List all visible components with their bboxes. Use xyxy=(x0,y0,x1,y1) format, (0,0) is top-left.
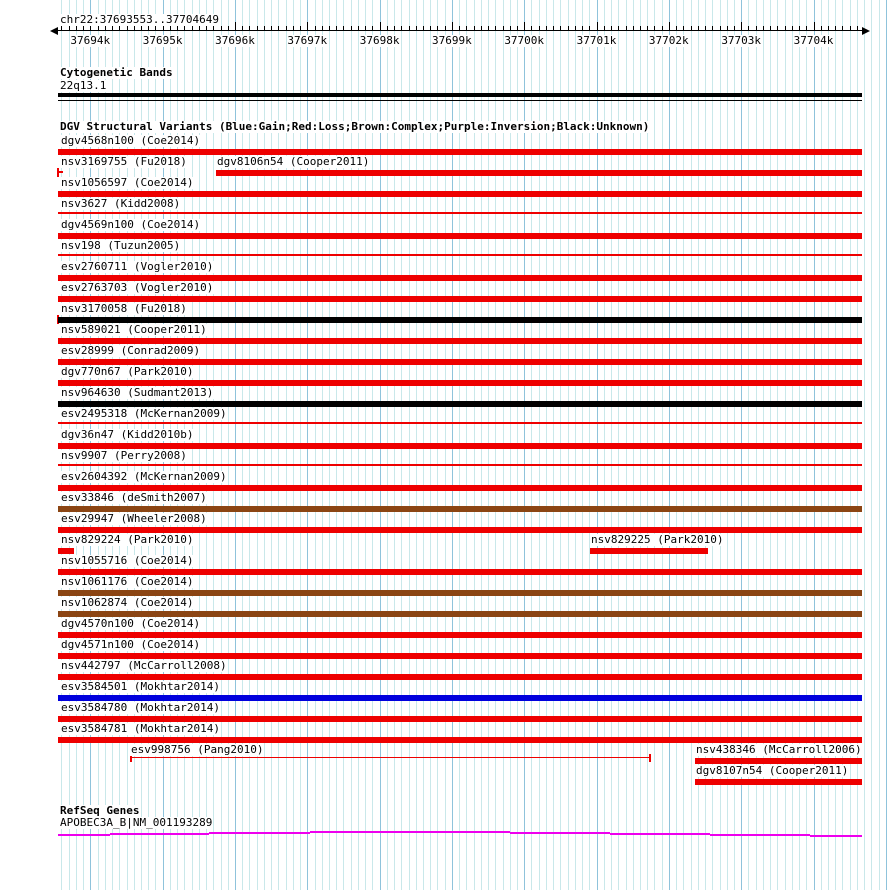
ruler-tick-minor xyxy=(213,26,214,30)
cytoband-bar[interactable] xyxy=(58,93,862,97)
ruler-tick-minor xyxy=(531,26,532,30)
variant-label[interactable]: dgv4568n100 (Coe2014) xyxy=(61,134,201,147)
variant-bar[interactable] xyxy=(130,757,651,758)
variant-label[interactable]: dgv8107n54 (Cooper2011) xyxy=(696,764,849,777)
ruler-tick-minor xyxy=(756,26,757,30)
variant-label[interactable]: nsv964630 (Sudmant2013) xyxy=(61,386,214,399)
variant-label[interactable]: nsv438346 (McCarroll2006) xyxy=(696,743,862,756)
ruler-tick-minor xyxy=(734,26,735,30)
ruler-tick-minor xyxy=(539,26,540,30)
ruler-tick-minor xyxy=(394,26,395,30)
ruler-tick-minor xyxy=(387,26,388,30)
variant-label[interactable]: nsv589021 (Cooper2011) xyxy=(61,323,207,336)
ruler-tick-minor xyxy=(409,26,410,30)
ruler-tick-minor xyxy=(850,26,851,30)
ruler-tick-minor xyxy=(604,26,605,30)
ruler-tick-minor xyxy=(568,26,569,30)
ruler-tick-minor xyxy=(626,26,627,30)
ruler-tick-minor xyxy=(691,26,692,30)
ruler-tick-minor xyxy=(257,26,258,30)
gene-line-segment[interactable] xyxy=(610,833,710,835)
ruler-tick-label: 37696k xyxy=(215,34,255,47)
ruler-tick-label: 37695k xyxy=(142,34,183,47)
ruler-tick-minor xyxy=(553,26,554,30)
ruler-tick-label: 37702k xyxy=(648,34,689,47)
grid-stripe-minor xyxy=(879,0,880,890)
cytogenetic-bands-title: Cytogenetic Bands xyxy=(60,66,173,79)
ruler-tick-label: 37700k xyxy=(504,34,545,47)
refseq-track-title: RefSeq Genes xyxy=(60,804,140,817)
ruler-tick-minor xyxy=(517,26,518,30)
variant-label[interactable]: dgv4571n100 (Coe2014) xyxy=(61,638,201,651)
ruler-tick-minor xyxy=(676,26,677,30)
ruler-tick-minor xyxy=(300,26,301,30)
ruler-tick-minor xyxy=(835,26,836,30)
variant-bar[interactable] xyxy=(695,779,862,785)
ruler-tick-minor xyxy=(430,26,431,30)
ruler-tick-minor xyxy=(329,26,330,30)
ruler-tick-minor xyxy=(242,26,243,30)
ruler-tick-minor xyxy=(206,26,207,30)
ruler-tick-minor xyxy=(365,26,366,30)
ruler-tick-minor xyxy=(495,26,496,30)
gene-line-segment[interactable] xyxy=(710,834,810,836)
ruler-tick-label: 37699k xyxy=(432,34,472,47)
ruler-tick-minor xyxy=(286,26,287,30)
ruler-tick-minor xyxy=(221,26,222,30)
ruler-tick-minor xyxy=(155,26,156,30)
ruler-tick-minor xyxy=(343,26,344,30)
ruler-tick-minor xyxy=(618,26,619,30)
variant-label[interactable]: esv2604392 (McKernan2009) xyxy=(61,470,227,483)
variant-bar[interactable] xyxy=(216,170,862,176)
variant-label[interactable]: nsv1062874 (Coe2014) xyxy=(61,596,194,609)
ruler-tick-minor xyxy=(459,26,460,30)
ruler-tick-minor xyxy=(763,26,764,30)
cytoband-label[interactable]: 22q13.1 xyxy=(60,79,107,92)
gene-line-segment[interactable] xyxy=(310,831,510,833)
ruler-tick-minor xyxy=(488,26,489,30)
ruler-tick-minor xyxy=(69,26,70,30)
ruler-tick-minor xyxy=(184,26,185,30)
ruler-left-arrow-icon xyxy=(50,27,58,35)
ruler-tick-minor xyxy=(351,26,352,30)
variant-label[interactable]: esv3584781 (Mokhtar2014) xyxy=(61,722,220,735)
ruler-tick-minor xyxy=(372,26,373,30)
ruler-tick-minor xyxy=(141,26,142,30)
ruler-tick-minor xyxy=(271,26,272,30)
ruler-tick-minor xyxy=(806,26,807,30)
variant-label[interactable]: nsv3627 (Kidd2008) xyxy=(61,197,181,210)
ruler-tick-minor xyxy=(148,26,149,30)
ruler-tick-minor xyxy=(170,26,171,30)
ruler-tick-minor xyxy=(662,26,663,30)
dgv-track-title: DGV Structural Variants (Blue:Gain;Red:Loss;Brown:Complex;Purple:Inversion;Black:Unknown) xyxy=(60,120,650,133)
ruler-tick-minor xyxy=(192,26,193,30)
ruler-tick-minor xyxy=(127,26,128,30)
ruler-tick-minor xyxy=(842,26,843,30)
ruler-tick-minor xyxy=(611,26,612,30)
gene-line-segment[interactable] xyxy=(810,835,862,837)
ruler-tick-minor xyxy=(315,26,316,30)
ruler-tick-minor xyxy=(278,26,279,30)
ruler-tick-major xyxy=(380,22,381,30)
grid-stripe-minor xyxy=(871,0,872,890)
ruler-tick-major xyxy=(307,22,308,30)
variant-label[interactable]: nsv198 (Tuzun2005) xyxy=(61,239,181,252)
ruler-tick-minor xyxy=(134,26,135,30)
ruler-tick-minor xyxy=(437,26,438,30)
variant-label[interactable]: dgv770n67 (Park2010) xyxy=(61,365,194,378)
variant-label[interactable]: esv33846 (deSmith2007) xyxy=(61,491,207,504)
ruler-tick-minor xyxy=(105,26,106,30)
gene-line-segment[interactable] xyxy=(510,832,610,834)
variant-label[interactable]: dgv8106n54 (Cooper2011) xyxy=(217,155,370,168)
grid-stripe-minor xyxy=(864,0,865,890)
ruler-tick-minor xyxy=(727,26,728,30)
variant-label[interactable]: esv29947 (Wheeler2008) xyxy=(61,512,207,525)
ruler-tick-minor xyxy=(481,26,482,30)
variant-label[interactable]: nsv829225 (Park2010) xyxy=(591,533,724,546)
variant-label[interactable]: esv2763703 (Vogler2010) xyxy=(61,281,214,294)
variant-label[interactable]: esv3584780 (Mokhtar2014) xyxy=(61,701,220,714)
ruler-tick-label: 37704k xyxy=(793,34,834,47)
ruler-tick-minor xyxy=(647,26,648,30)
variant-label[interactable]: nsv442797 (McCarroll2008) xyxy=(61,659,227,672)
ruler-tick-minor xyxy=(510,26,511,30)
ruler-tick-minor xyxy=(640,26,641,30)
ruler-tick-minor xyxy=(199,26,200,30)
ruler-tick-minor xyxy=(445,26,446,30)
ruler-tick-label: 37703k xyxy=(721,34,762,47)
ruler-tick-minor xyxy=(683,26,684,30)
variant-label[interactable]: nsv1056597 (Coe2014) xyxy=(61,176,194,189)
grid-stripe-major xyxy=(886,0,887,890)
ruler-tick-major xyxy=(524,22,525,30)
ruler-tick-minor xyxy=(560,26,561,30)
variant-label[interactable]: dgv4569n100 (Coe2014) xyxy=(61,218,201,231)
ruler-tick-minor xyxy=(857,26,858,30)
ruler-tick-minor xyxy=(401,26,402,30)
ruler-tick-minor xyxy=(98,26,99,30)
gene-line-segment[interactable] xyxy=(110,833,209,835)
ruler-tick-minor xyxy=(76,26,77,30)
variant-label[interactable]: esv3584501 (Mokhtar2014) xyxy=(61,680,220,693)
variant-label[interactable]: esv2760711 (Vogler2010) xyxy=(61,260,214,273)
ruler-tick-minor xyxy=(748,26,749,30)
ruler-tick-minor xyxy=(466,26,467,30)
variant-label[interactable]: nsv1061176 (Coe2014) xyxy=(61,575,194,588)
ruler-tick-minor xyxy=(828,26,829,30)
variant-bar[interactable] xyxy=(58,464,862,466)
position-text: chr22:37693553..37704649 xyxy=(60,13,219,26)
ruler-tick-minor xyxy=(322,26,323,30)
ruler-tick-minor xyxy=(720,26,721,30)
ruler-tick-minor xyxy=(712,26,713,30)
variant-label[interactable]: nsv3169755 (Fu2018) xyxy=(61,155,187,168)
ruler-tick-minor xyxy=(474,26,475,30)
ruler-tick-minor xyxy=(336,26,337,30)
ruler-tick-minor xyxy=(416,26,417,30)
ruler-tick-minor xyxy=(83,26,84,30)
ruler-tick-minor xyxy=(654,26,655,30)
variant-label[interactable]: nsv3170058 (Fu2018) xyxy=(61,302,187,315)
ruler-tick-minor xyxy=(633,26,634,30)
variant-label[interactable]: dgv36n47 (Kidd2010b) xyxy=(61,428,194,441)
ruler-tick-minor xyxy=(698,26,699,30)
ruler-tick-minor xyxy=(770,26,771,30)
ruler-tick-minor xyxy=(228,26,229,30)
ruler-tick-label: 37701k xyxy=(576,34,617,47)
ruler-tick-label: 37697k xyxy=(287,34,328,47)
ruler-tick-major xyxy=(814,22,815,30)
variant-label[interactable]: esv2495318 (McKernan2009) xyxy=(61,407,227,420)
ruler-tick-minor xyxy=(293,26,294,30)
ruler-tick-major xyxy=(235,22,236,30)
variant-bar[interactable] xyxy=(58,212,862,214)
ruler-tick-label: 37694k xyxy=(70,34,111,47)
ruler-tick-minor xyxy=(423,26,424,30)
variant-bar[interactable] xyxy=(58,422,862,424)
ruler-tick-minor xyxy=(705,26,706,30)
variant-label[interactable]: esv998756 (Pang2010) xyxy=(131,743,264,756)
variant-label[interactable]: nsv1055716 (Coe2014) xyxy=(61,554,194,567)
ruler-line xyxy=(57,30,863,31)
ruler-tick-minor xyxy=(249,26,250,30)
ruler-tick-minor xyxy=(799,26,800,30)
ruler-tick-minor xyxy=(575,26,576,30)
ruler-right-arrow-icon xyxy=(862,27,870,35)
variant-label[interactable]: dgv4570n100 (Coe2014) xyxy=(61,617,201,630)
ruler-tick-minor xyxy=(61,26,62,30)
ruler-tick-minor xyxy=(821,26,822,30)
ruler-tick-minor xyxy=(177,26,178,30)
ruler-tick-major xyxy=(741,22,742,30)
gene-line-segment[interactable] xyxy=(209,832,310,834)
ruler-tick-minor xyxy=(358,26,359,30)
ruler-tick-minor xyxy=(785,26,786,30)
ruler-tick-minor xyxy=(546,26,547,30)
ruler-tick-minor xyxy=(112,26,113,30)
variant-label[interactable]: nsv9907 (Perry2008) xyxy=(61,449,187,462)
ruler-tick-minor xyxy=(582,26,583,30)
ruler-tick-minor xyxy=(589,26,590,30)
refseq-gene-label[interactable]: APOBEC3A_B|NM_001193289 xyxy=(60,816,213,829)
ruler-tick-major xyxy=(452,22,453,30)
variant-bar[interactable] xyxy=(58,254,862,256)
ruler-tick-minor xyxy=(503,26,504,30)
variant-label[interactable]: esv28999 (Conrad2009) xyxy=(61,344,201,357)
variant-bar[interactable] xyxy=(649,754,651,762)
cytoband-baseline xyxy=(58,100,862,101)
ruler-tick-minor xyxy=(119,26,120,30)
gene-line-segment[interactable] xyxy=(58,834,110,836)
ruler-tick-minor xyxy=(792,26,793,30)
ruler-tick-minor xyxy=(264,26,265,30)
variant-label[interactable]: nsv829224 (Park2010) xyxy=(61,533,194,546)
ruler-tick-major xyxy=(669,22,670,30)
ruler-tick-label: 37698k xyxy=(359,34,400,47)
ruler-tick-major xyxy=(597,22,598,30)
variant-bar[interactable] xyxy=(590,548,708,554)
variant-bar[interactable] xyxy=(57,171,63,173)
ruler-tick-minor xyxy=(777,26,778,30)
